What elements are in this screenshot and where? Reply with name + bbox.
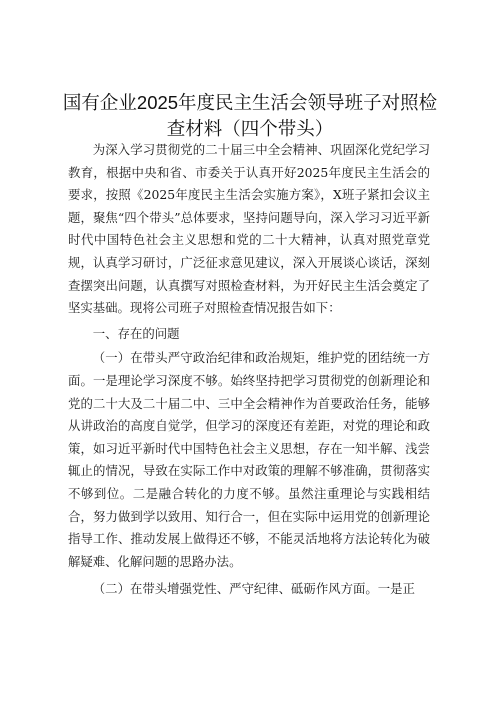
section-1-paragraph: （一）在带头严守政治纪律和政治规矩，维护党的团结统一方面。一是理论学习深度不够。始终坚持把学习贯彻党的创新理论和党的二十大及二十届二中、三中全会精神作为首要政治任务，能够从讲政治的高度自觉学，但学习的深度还有差距，对党的理论和政策，如习近平新时代中国特色社会主义思想，存在一知半解、浅尝辄止的情况，导致在实际工作中对政策的理解不够准确，贯彻落实不够到位。二是融合转化的力度不够。虽然注重理论与实践相结合，努力做到学以致用、知行合一，但在实际中运用党的创新理论指导工作、推动发展上做得还不够，不能灵活地将方法论转化为破解疑难、化解问题的思路办法。 [68, 350, 430, 569]
intro-paragraph: 为深入学习贯彻党的二十届三中全会精神、巩固深化党纪学习教育，根据中央和省、市委关于认真开好2025年度民主生活会的要求，按照《2025年度民主生活会实施方案》，X班子紧扣会议主题，聚焦“四个带头”总体要求，坚持问题导向，深入学习习近平新时代中国特色社会主义思想和党的二十大精神，认真对照党章党规，认真学习研讨，广泛征求意见建议，深入开展谈心谈话，深刻查摆突出问题，认真撰写对照检查材料，为开好民主生活会奠定了坚实基础。现将公司班子对照检查情况报告如下： [68, 142, 430, 316]
section-heading-problems: 一、存在的问题 [92, 325, 180, 341]
document-title: 国有企业2025年度民主生活会领导班子对照检查材料（四个带头） [62, 92, 438, 139]
document-body [68, 139, 430, 601]
section-2-paragraph: （二）在带头增强党性、严守纪律、砥砺作风方面。一是正 [92, 581, 415, 597]
